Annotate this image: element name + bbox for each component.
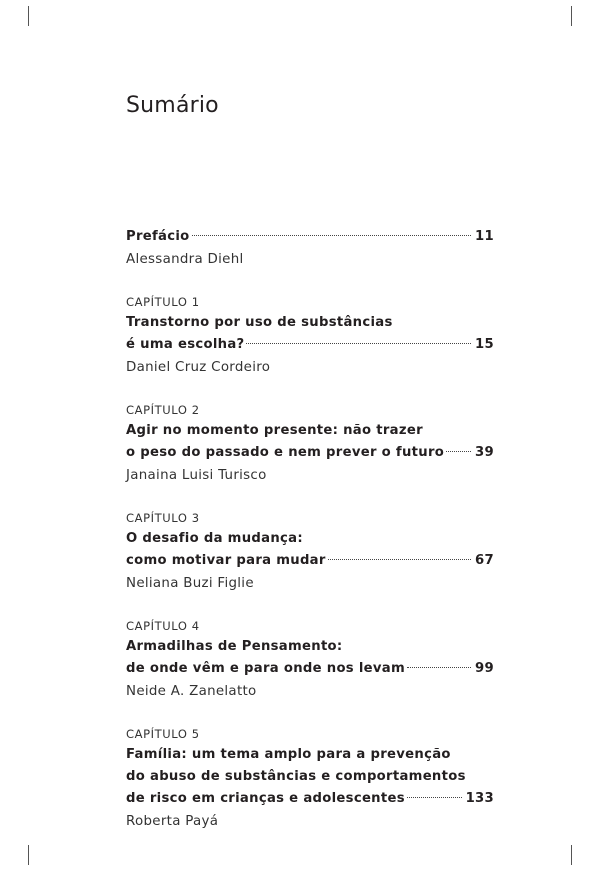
toc-entry-chapter-1[interactable] (126, 292, 494, 380)
toc-author: Alessandra Diehl (126, 252, 244, 267)
toc-title-text: de risco em crianças e adolescentes (126, 791, 405, 806)
crop-mark-bottom-right (571, 845, 572, 865)
toc-title-line (126, 334, 494, 356)
crop-mark-top-right (571, 6, 572, 26)
toc-title-text: Família: um tema amplo para a prevenção (126, 747, 451, 762)
toc-title-text: como motivar para mudar (126, 553, 326, 568)
table-of-contents (126, 226, 494, 854)
chapter-label: CAPÍTULO 1 (126, 295, 200, 309)
dot-leader (328, 559, 471, 560)
toc-author: Neide A. Zanelatto (126, 684, 257, 699)
toc-title-line (126, 420, 494, 442)
page-title: Sumário (126, 93, 219, 118)
dot-leader (407, 667, 471, 668)
dot-leader (446, 451, 471, 452)
toc-title-text: o peso do passado e nem prever o futuro (126, 445, 445, 460)
chapter-label: CAPÍTULO 5 (126, 727, 200, 741)
chapter-label: CAPÍTULO 4 (126, 619, 200, 633)
toc-title-line (126, 550, 494, 572)
toc-title-line (126, 766, 494, 788)
toc-title-text: do abuso de substâncias e comportamentos (126, 769, 466, 784)
page-number: 11 (475, 229, 494, 244)
toc-author: Janaina Luisi Turisco (126, 468, 267, 483)
toc-title-text: Prefácio (126, 229, 190, 244)
page-number: 99 (475, 661, 494, 676)
toc-title-text: Armadilhas de Pensamento: (126, 639, 343, 654)
toc-title-text: Transtorno por uso de substâncias (126, 315, 393, 330)
toc-title-text: de onde vêm e para onde nos levam (126, 661, 406, 676)
toc-title-line (126, 788, 494, 810)
toc-title-line (126, 744, 494, 766)
toc-entry-chapter-3[interactable] (126, 508, 494, 596)
toc-author: Roberta Payá (126, 814, 219, 829)
dot-leader (192, 235, 472, 236)
toc-entry-chapter-4[interactable] (126, 616, 494, 704)
toc-title-line (126, 442, 494, 464)
toc-title-line (126, 658, 494, 680)
toc-author: Daniel Cruz Cordeiro (126, 360, 271, 375)
crop-mark-bottom-left (28, 845, 29, 865)
toc-entry-chapter-2[interactable] (126, 400, 494, 488)
toc-entry-preface[interactable] (126, 226, 494, 272)
chapter-label: CAPÍTULO 3 (126, 511, 200, 525)
dot-leader (407, 797, 462, 798)
toc-entry-chapter-5[interactable] (126, 724, 494, 834)
chapter-label: CAPÍTULO 2 (126, 403, 200, 417)
crop-mark-top-left (28, 6, 29, 26)
toc-title-text: é uma escolha? (126, 337, 245, 352)
toc-title-line (126, 312, 494, 334)
toc-title-text: O desafio da mudança: (126, 531, 303, 546)
page-number: 15 (475, 337, 494, 352)
toc-title-line (126, 528, 494, 550)
page-number: 133 (465, 791, 494, 806)
page-number: 67 (475, 553, 494, 568)
toc-title-text: Agir no momento presente: não trazer (126, 423, 423, 438)
toc-author: Neliana Buzi Figlie (126, 576, 254, 591)
dot-leader (246, 343, 471, 344)
toc-title-line (126, 226, 494, 248)
page-number: 39 (475, 445, 494, 460)
toc-title-line (126, 636, 494, 658)
